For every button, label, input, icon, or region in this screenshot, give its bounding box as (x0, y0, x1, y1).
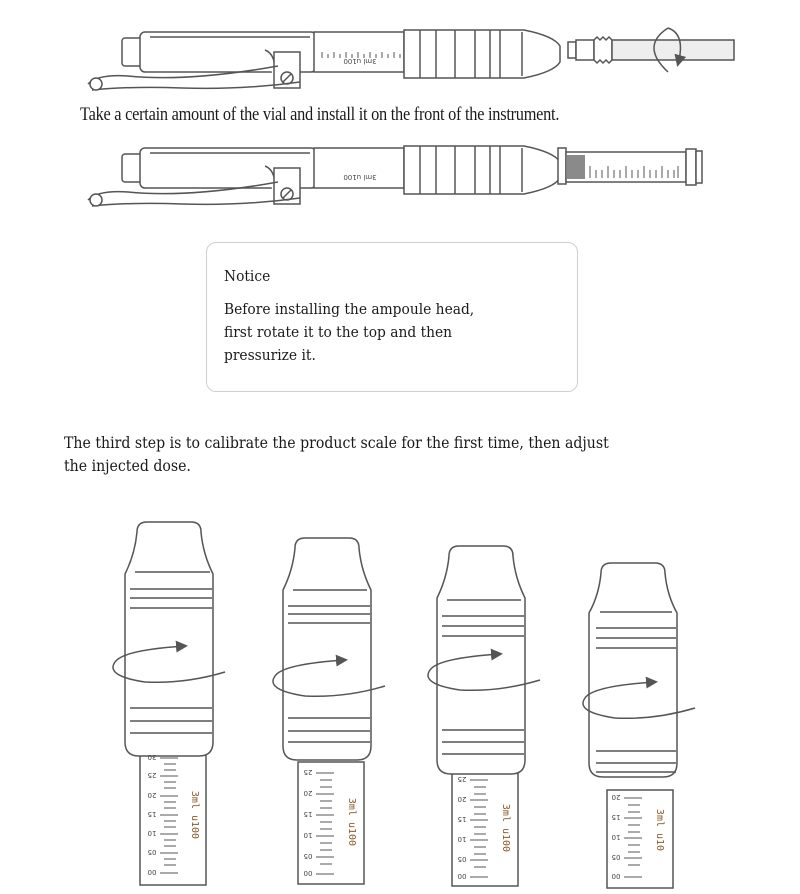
device-with-vial-unit-label: 3ml u100 (343, 173, 377, 181)
svg-text:20: 20 (457, 795, 467, 803)
device-top-unit-label: 3ml u100 (343, 57, 377, 65)
svg-text:25: 25 (303, 768, 313, 776)
svg-text:20: 20 (611, 793, 621, 801)
svg-text:25: 25 (147, 771, 157, 779)
svg-text:05: 05 (611, 853, 621, 861)
svg-text:10: 10 (147, 829, 157, 837)
notice-box (206, 242, 578, 392)
step2-caption: Take a certain amount of the vial and install it on the front of the instrument. (80, 104, 560, 125)
notice-line: Before installing the ampoule head, (224, 300, 475, 318)
svg-text:10: 10 (303, 831, 313, 839)
svg-text:15: 15 (147, 810, 157, 818)
notice-line: first rotate it to the top and then (224, 323, 453, 341)
svg-text:05: 05 (457, 855, 467, 863)
svg-text:10: 10 (611, 833, 621, 841)
svg-text:00: 00 (611, 872, 621, 880)
notice-body (224, 298, 555, 367)
injector-device-top (88, 30, 734, 90)
svg-text:30: 30 (147, 753, 157, 761)
svg-text:05: 05 (303, 852, 313, 860)
device-4-unit-label: 3ml u10 (654, 808, 665, 852)
svg-text:15: 15 (457, 815, 467, 823)
notice-line: pressurize it. (224, 346, 316, 364)
svg-text:25: 25 (457, 775, 467, 783)
bottom-scales (160, 758, 642, 877)
svg-text:15: 15 (611, 813, 621, 821)
svg-text:20: 20 (147, 791, 157, 799)
svg-text:00: 00 (303, 869, 313, 877)
svg-text:05: 05 (147, 848, 157, 856)
notice-title: Notice (224, 267, 271, 285)
device-2-unit-label: 3ml u100 (346, 797, 357, 847)
step3-caption (64, 432, 756, 478)
svg-text:15: 15 (303, 810, 313, 818)
step3-caption-line: The third step is to calibrate the product scale for the first time, then adjust (64, 434, 609, 452)
device-3-unit-label: 3ml u100 (500, 803, 511, 853)
svg-text:00: 00 (457, 872, 467, 880)
svg-text:10: 10 (457, 835, 467, 843)
svg-text:20: 20 (303, 789, 313, 797)
svg-text:00: 00 (147, 868, 157, 876)
step3-caption-line: the injected dose. (64, 457, 191, 475)
device-1-unit-label: 3ml u100 (189, 790, 200, 840)
injector-device-with-vial (88, 146, 702, 206)
